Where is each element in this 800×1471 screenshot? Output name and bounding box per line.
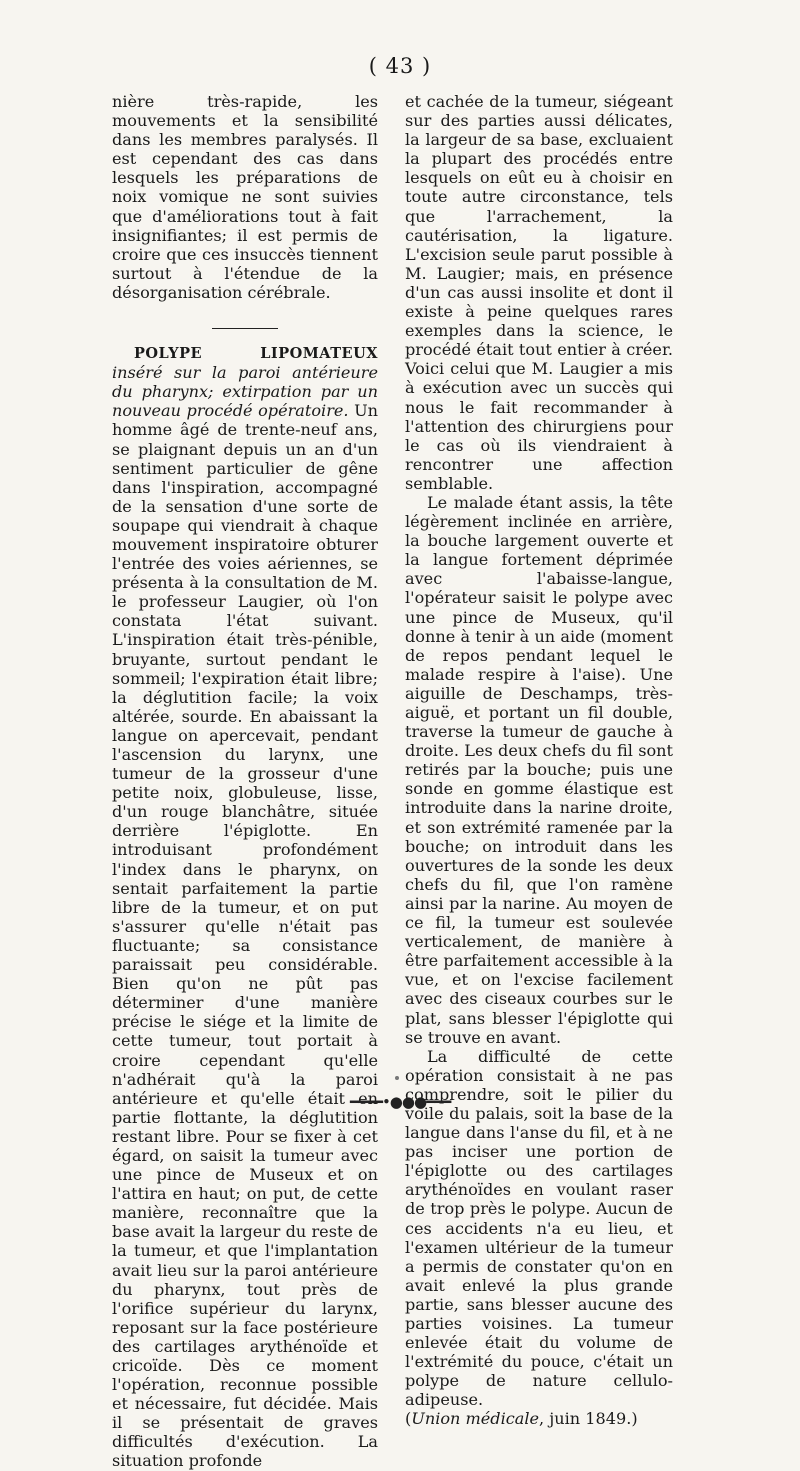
end-ornament: ━━━━•●●●━━━ <box>349 1093 451 1111</box>
paragraph: nière très-rapide, les mouvements et la sensibilité dans les membres paralysés. Il est cependant des cas dans lesquels les préparations de noix vomique ne sont suivies que d'améliorations tout à fait insignifiantes; il est permis de croire que ces insuccès tiennent surtout à l'étendue de la désorganisation cérébrale. <box>112 92 378 302</box>
article-title: POLYPE LIPOMATEUX <box>134 345 378 363</box>
paragraph: Le malade étant assis, la tête légèrement inclinée en arrière, la bouche largement ouverte et la langue fortement déprimée avec l'abaisse-langue, l'opérateur saisit le polype avec une pince de Museux, qu'il donne à tenir à un aide (moment de repos pendant lequel le malade respire à l'aise). Une aiguille de Deschamps, très-aiguë, et portant un fil double, traverse la tumeur de gauche à droite. Les deux chefs du fil sont retirés par la bouche; puis une sonde en gomme élastique est introduite dans la narine droite, et son extrémité ramenée par la bouche; on introduit dans les ouvertures de la sonde les deux chefs du fil, que l'on ramène ainsi par la narine. Au moyen de ce fil, la tumeur est soulevée verticalement, de manière à être parfaitement accessible à la vue, et on l'excise facilement avec des ciseaux courbes sur le plat, sans blesser l'épiglotte qui se trouve en avant. <box>405 492 673 1047</box>
paragraph-body: La difficulté de cette opération consistait à ne pas comprendre, soit le pilier du voile du palais, soit la base de la langue dans l'anse du fil, et à ne pas inciser une portion de l'épiglotte ou des cartilages arythénoïdes en voulant raser de trop près le polype. Aucun de ces accidents n'a eu lieu, et l'examen ultérieur de la tumeur a permis de constater qu'on en avait enlevé la plus grande partie, sans blesser aucune des parties voisines. La tumeur enlevée était du volume de l'extrémité du pouce, c'était un polype de nature cellulo-adipeuse. <box>405 1046 673 1410</box>
page-number: ( 43 ) <box>368 54 432 78</box>
citation-date: , juin 1849.) <box>539 1409 638 1429</box>
section-divider <box>212 328 278 329</box>
citation-source: Union médicale <box>411 1409 540 1429</box>
article-subtitle: inséré sur la paroi antérieure du pharynx; extirpation par un nouveau procédé opératoire. <box>112 363 378 421</box>
paragraph: et cachée de la tumeur, siégeant sur des parties aussi délicates, la largeur de sa base, excluaient la plupart des procédés entre lesquels on eût eu à choisir en toute autre circonstance, tels que l'arrachement, la cautérisation, la ligature. L'excision seule parut possible à M. Laugier; mais, en présence d'un cas aussi insolite et dont il existe à peine quelques rares exemples dans la science, le procédé était tout entier à créer. Voici celui que M. Laugier a mis à exécution avec un succès qui nous le fait recommander à l'attention des chirurgiens pour le cas où ils viendraient à rencontrer une affection semblable. <box>405 92 673 493</box>
left-column <box>112 92 378 1471</box>
article-paragraph <box>112 343 378 1471</box>
ink-mark <box>395 1076 399 1080</box>
citation-open: ( <box>405 1409 412 1429</box>
paragraph-body: Un homme âgé de trente-neuf ans, se plaignant depuis un an d'un sentiment particulier de gêne dans l'inspiration, accompagné de la sensation d'une sorte de soupape qui viendrait à chaque mouvement inspiratoire obturer l'entrée des voies aériennes, se présenta à la consultation de M. le professeur Laugier, où l'on constata l'état suivant. L'inspiration était très-pénible, bruyante, surtout pendant le sommeil; l'expiration était libre; la déglutition facile; la voix altérée, sourde. En abaissant la langue on apercevait, pendant l'ascension du larynx, une tumeur de la grosseur d'une petite noix, globuleuse, lisse, d'un rouge blanchâtre, située derrière l'épiglotte. En introduisant profondément l'index dans le pharynx, on sentait parfaitement la partie libre de la tumeur, et on put s'assurer qu'elle n'était pas fluctuante; sa consistance paraissait peu considérable. Bien qu'on ne pût pas déterminer d'une manière précise le siége et la limite de cette tumeur, tout portait à croire cependant qu'elle n'adhérait qu'à la paroi antérieure et qu'elle était en partie flottante, la déglutition restant libre. Pour se fixer à cet égard, on saisit la tumeur avec une pince de Museux et on l'attira en haut; on put, de cette manière, reconnaître que la base avait la largeur du reste de la tumeur, et que l'implantation avait lieu sur la paroi antérieure du pharynx, tout près de l'orifice supérieur du larynx, reposant sur la face postérieure des cartilages arythénoïde et cricoïde. Dès ce moment l'opération, reconnue possible et nécessaire, fut décidée. Mais il se présentait de graves difficultés d'exécution. La situation profonde <box>112 401 378 1471</box>
right-column <box>405 92 673 1429</box>
